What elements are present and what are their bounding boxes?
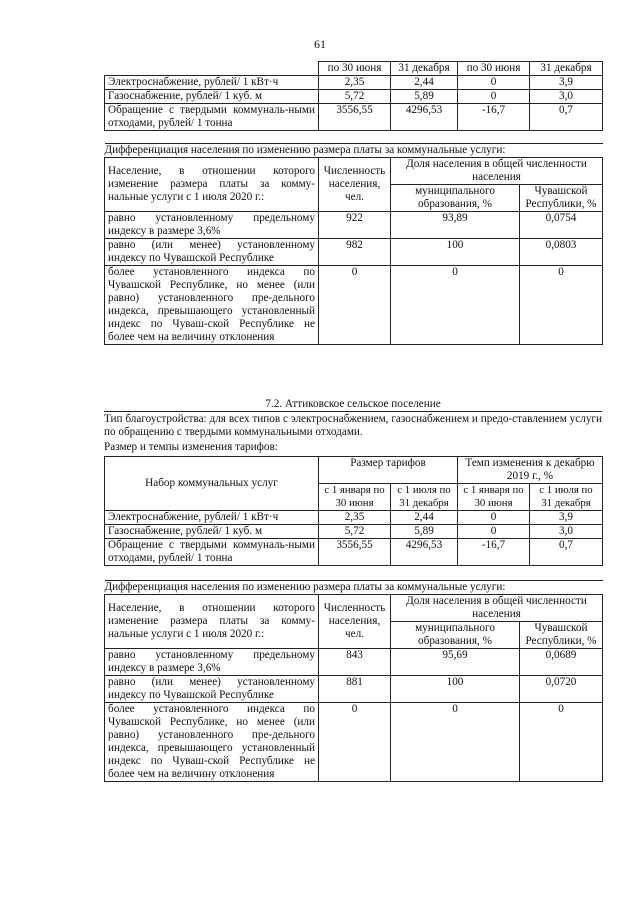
service-label: Электроснабжение, рублей/ 1 кВт·ч [105, 511, 319, 525]
row-label: более установленного индекса по Чувашской Республике, но менее (или равно) установленного пре-дельного индекса, превышающего установленный индекс по Чуваш-ской Республике не более чем на величину отклонения [105, 703, 319, 782]
population-count: 0 [319, 703, 391, 782]
population-column-header: Население, в отношении которого изменение размера платы за комму-нальные услуги с 1 июля 2020 г.: [105, 595, 319, 649]
table-row [105, 104, 603, 131]
municipal-share: 93,89 [391, 212, 520, 239]
service-label: Газоснабжение, рублей/ 1 куб. м [105, 525, 319, 539]
municipal-share: 100 [391, 676, 520, 703]
period-header: с 1 января по 30 июня [458, 484, 530, 511]
period-header: с 1 июля по 31 декабря [530, 484, 603, 511]
municipal-share-header: муниципального образования, % [391, 185, 520, 212]
rate-value: 0,7 [530, 104, 603, 131]
change-rate-header: Темп изменения к декабрю 2019 г., % [458, 457, 603, 484]
republic-share: 0,0689 [520, 649, 603, 676]
republic-share: 0 [520, 266, 603, 345]
header-cell: по 30 июня [458, 62, 530, 76]
rate-value: 3,0 [530, 90, 603, 104]
tariff-value: 5,72 [319, 90, 391, 104]
tariff-value: 2,35 [319, 511, 391, 525]
rate-value: 0 [458, 76, 530, 90]
rate-value: -16,7 [458, 104, 530, 131]
service-label: Обращение с твердыми коммуналь-ными отходами, рублей/ 1 тонна [105, 539, 319, 566]
tariff-value: 4296,53 [391, 539, 458, 566]
table-row [105, 76, 603, 90]
rate-value: 3,9 [530, 511, 603, 525]
tariff-value: 3556,55 [319, 539, 391, 566]
tariff-value: 2,44 [391, 76, 458, 90]
count-column-header: Численность населения, чел. [319, 158, 391, 212]
tariff-value: 5,72 [319, 525, 391, 539]
municipal-share: 100 [391, 239, 520, 266]
header-cell: 31 декабря [391, 62, 458, 76]
table-row [105, 649, 603, 676]
row-label: более установленного индекса по Чувашской Республике, но менее (или равно) установленного пре-дельного индекса, превышающего установленный индекс по Чуваш-ской Республике не более чем на величину отклонения [105, 266, 319, 345]
tariff-value: 5,89 [391, 90, 458, 104]
service-set-header: Набор коммунальных услуг [105, 457, 319, 511]
page-number: 61 [314, 37, 326, 51]
municipal-share: 0 [391, 266, 520, 345]
tariff-table-continued [104, 61, 603, 131]
republic-share: 0 [520, 703, 603, 782]
municipal-share: 95,69 [391, 649, 520, 676]
table-row [105, 266, 603, 345]
tariff-value: 3556,55 [319, 104, 391, 131]
amenity-description: Тип благоустройства: для всех типов с электроснабжением, газоснабжением и предо-ставлением услуги по обращению с твердыми коммунальными отходами. [104, 413, 602, 438]
share-column-header: Доля населения в общей численности населения [391, 595, 603, 622]
republic-share: 0,0754 [520, 212, 603, 239]
table-row [105, 511, 603, 525]
population-count: 881 [319, 676, 391, 703]
period-header: с 1 июля по 31 декабря [391, 484, 458, 511]
population-count: 982 [319, 239, 391, 266]
service-label: Электроснабжение, рублей/ 1 кВт·ч [105, 76, 319, 90]
count-column-header: Численность населения, чел. [319, 595, 391, 649]
section-heading: 7.2. Аттиковское сельское поселение [104, 398, 602, 412]
tariff-value: 4296,53 [391, 104, 458, 131]
row-label: равно (или менее) установленному индексу по Чувашской Республике [105, 239, 319, 266]
table-row [105, 212, 603, 239]
service-label: Газоснабжение, рублей/ 1 куб. м [105, 90, 319, 104]
table-row [105, 525, 603, 539]
tariff-table [104, 456, 603, 566]
population-column-header: Население, в отношении которого изменение размера платы за комму-нальные услуги с 1 июля 2020 г.: [105, 158, 319, 212]
tariff-value: 5,89 [391, 525, 458, 539]
municipal-share: 0 [391, 703, 520, 782]
differentiation-title: Дифференциация населения по изменению размера платы за коммунальные услуги: [105, 581, 603, 595]
rate-value: 0,7 [530, 539, 603, 566]
tariff-value: 2,44 [391, 511, 458, 525]
table-row [105, 90, 603, 104]
population-count: 843 [319, 649, 391, 676]
rate-value: 0 [458, 511, 530, 525]
service-label: Обращение с твердыми коммуналь-ными отходами, рублей/ 1 тонна [105, 104, 319, 131]
rate-value: -16,7 [458, 539, 530, 566]
differentiation-table-1 [104, 143, 603, 345]
tariff-value: 2,35 [319, 76, 391, 90]
rate-value: 3,0 [530, 525, 603, 539]
period-header: с 1 января по 30 июня [319, 484, 391, 511]
header-cell: по 30 июня [319, 62, 391, 76]
table-row [105, 703, 603, 782]
row-label: равно установленному предельному индексу в размере 3,6% [105, 212, 319, 239]
republic-share-header: Чувашской Республики, % [520, 622, 603, 649]
row-label: равно (или менее) установленному индексу по Чувашской Республике [105, 676, 319, 703]
rate-value: 3,9 [530, 76, 603, 90]
row-label: равно установленному предельному индексу в размере 3,6% [105, 649, 319, 676]
republic-share: 0,0720 [520, 676, 603, 703]
tariffs-caption: Размер и темпы изменения тарифов: [104, 441, 278, 453]
tariff-size-header: Размер тарифов [319, 457, 458, 484]
table-row [105, 539, 603, 566]
population-count: 0 [319, 266, 391, 345]
rate-value: 0 [458, 90, 530, 104]
differentiation-title: Дифференциация населения по изменению размера платы за коммунальные услуги: [105, 144, 603, 158]
municipal-share-header: муниципального образования, % [391, 622, 520, 649]
share-column-header: Доля населения в общей численности населения [391, 158, 603, 185]
table-row [105, 676, 603, 703]
population-count: 922 [319, 212, 391, 239]
differentiation-table-2 [104, 580, 603, 782]
header-cell: 31 декабря [530, 62, 603, 76]
republic-share-header: Чувашской Республики, % [520, 185, 603, 212]
rate-value: 0 [458, 525, 530, 539]
republic-share: 0,0803 [520, 239, 603, 266]
table-row [105, 239, 603, 266]
